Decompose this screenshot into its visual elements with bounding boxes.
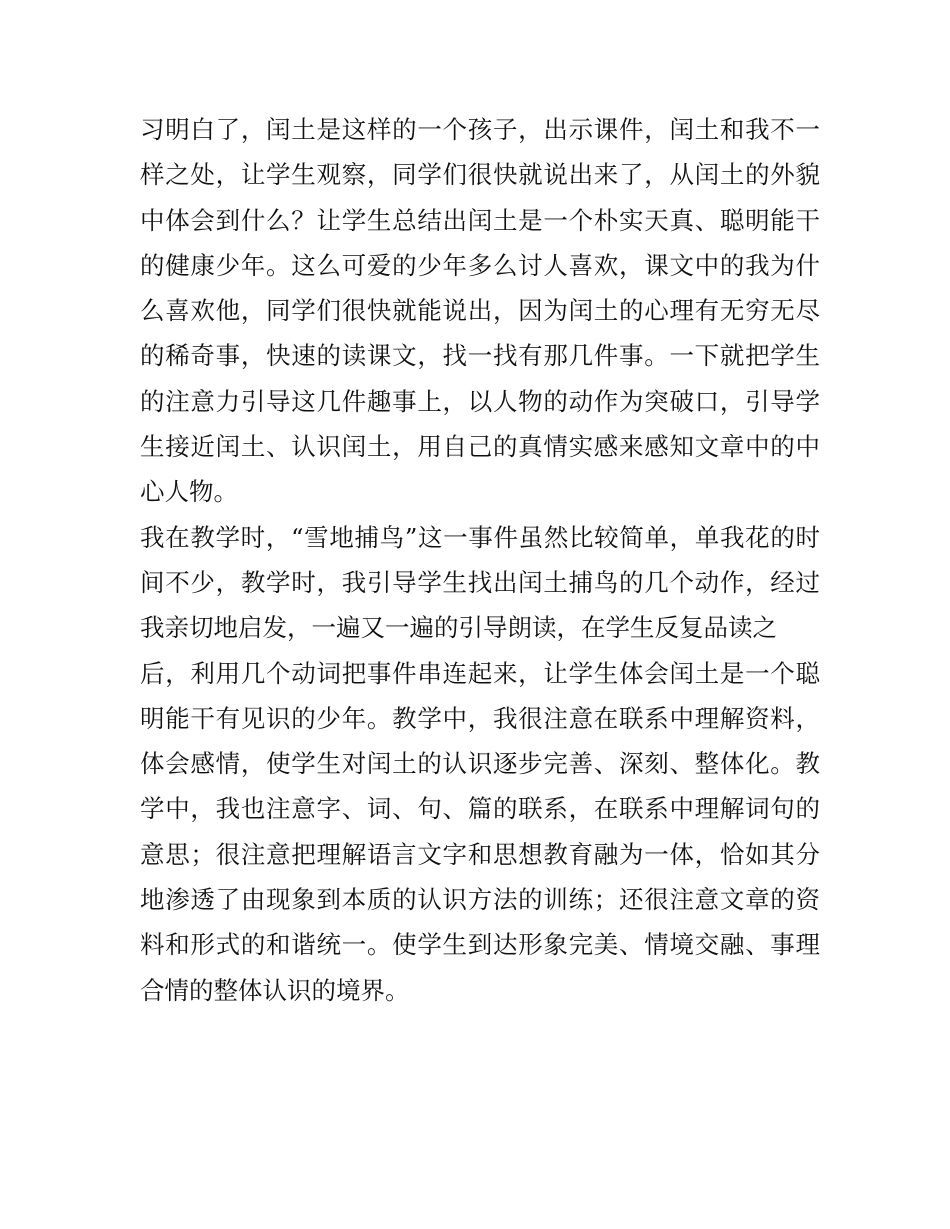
text-line: 意思；很注意把理解语言文字和思想教育融为一体，恰如其分 bbox=[140, 839, 820, 869]
paragraph-1 bbox=[140, 107, 820, 515]
text-line: 料和形式的和谐统一。使学生到达形象完美、情境交融、事理 bbox=[140, 930, 820, 960]
text-line: 的注意力引导这几件趣事上，以人物的动作为突破口，引导学 bbox=[140, 386, 820, 416]
text-line: 我亲切地启发，一遍又一遍的引导朗读，在学生反复品读之 bbox=[140, 613, 777, 643]
text-line: 学中，我也注意字、词、句、篇的联系，在联系中理解词句的 bbox=[140, 794, 820, 824]
text-line: 明能干有见识的少年。教学中，我很注意在联系中理解资料， bbox=[140, 703, 820, 733]
text-line: 的稀奇事，快速的读课文，找一找有那几件事。一下就把学生 bbox=[140, 341, 820, 371]
text-line: 么喜欢他，同学们很快就能说出，因为闰土的心理有无穷无尽 bbox=[140, 296, 820, 326]
text-line: 后，利用几个动词把事件串连起来，让学生体会闰土是一个聪 bbox=[140, 658, 820, 688]
document-body bbox=[140, 107, 820, 1013]
text-line: 习明白了，闰土是这样的一个孩子，出示课件，闰土和我不一 bbox=[140, 115, 820, 144]
text-line: 的健康少年。这么可爱的少年多么讨人喜欢，课文中的我为什 bbox=[140, 250, 820, 280]
text-line: 中体会到什么？让学生总结出闰土是一个朴实天真、聪明能干 bbox=[140, 205, 820, 235]
text-line: 样之处，让学生观察，同学们很快就说出来了，从闰土的外貌 bbox=[140, 160, 820, 190]
text-line: 心人物。 bbox=[140, 477, 238, 507]
text-line: 合情的整体认识的境界。 bbox=[140, 975, 410, 1005]
text-line: 间不少，教学时，我引导学生找出闰土捕鸟的几个动作，经过 bbox=[140, 567, 820, 597]
paragraph-2 bbox=[140, 515, 820, 1013]
text-line: 生接近闰土、认识闰土，用自己的真情实感来感知文章中的中 bbox=[140, 432, 820, 462]
text-line: 地渗透了由现象到本质的认识方法的训练；还很注意文章的资 bbox=[140, 885, 820, 915]
text-line: 我在教学时，“雪地捕鸟”这一事件虽然比较简单，单我花的时 bbox=[140, 522, 820, 552]
text-line: 体会感情，使学生对闰土的认识逐步完善、深刻、整体化。教 bbox=[140, 749, 820, 779]
